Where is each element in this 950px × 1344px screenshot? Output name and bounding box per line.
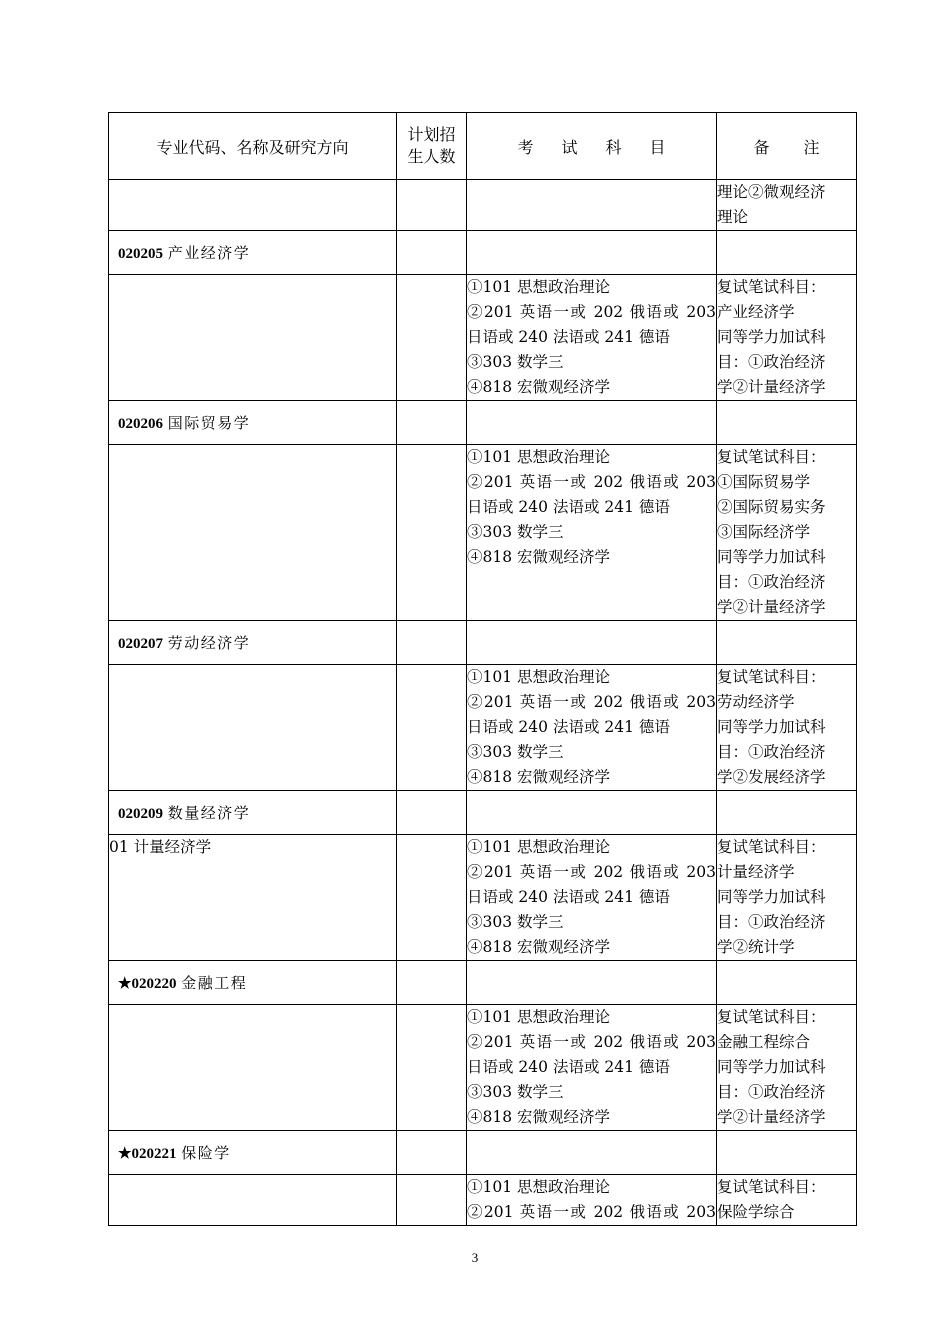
exam-line: 日语或 240 法语或 241 德语 — [467, 328, 670, 346]
quota-cell — [397, 1005, 467, 1131]
major-code: 020209 — [118, 806, 163, 822]
exam-line: ④818 宏微观经济学 — [467, 938, 611, 956]
exam-line: ②201 英语一或 202 俄语或 203 — [467, 1203, 716, 1221]
note-line: 复试笔试科目： — [717, 668, 826, 686]
exam-line: ④818 宏微观经济学 — [467, 548, 611, 566]
notes-cell — [717, 1005, 857, 1131]
note-line: 复试笔试科目： — [717, 1178, 826, 1196]
note-line: 同等学力加试科 — [717, 1058, 826, 1076]
major-code: 020206 — [118, 416, 163, 432]
note-line: 目：①政治经济 — [717, 913, 826, 931]
exam-line: ①101 思想政治理论 — [467, 1178, 611, 1196]
notes-cell — [717, 445, 857, 621]
continuation-row — [109, 180, 857, 231]
exam-line: ②201 英语一或 202 俄语或 203 — [467, 303, 716, 321]
note-line: 金融工程综合 — [717, 1033, 811, 1051]
page-number: 3 — [471, 1250, 479, 1265]
major-detail-row — [109, 835, 857, 961]
exam-line: ③303 数学三 — [467, 523, 564, 541]
note-line: 同等学力加试科 — [717, 888, 826, 906]
exam-line: ③303 数学三 — [467, 743, 564, 761]
exam-subjects — [467, 1175, 717, 1226]
note-line: 理论 — [717, 208, 749, 226]
major-detail-row — [109, 1175, 857, 1226]
exam-subjects — [467, 665, 717, 791]
note-line: ③国际经济学 — [717, 523, 811, 541]
exam-line: 日语或 240 法语或 241 德语 — [467, 1058, 670, 1076]
note-line: 学②统计学 — [717, 938, 795, 956]
major-code: 020207 — [118, 636, 163, 652]
major-detail-row — [109, 1005, 857, 1131]
note-line: 目：①政治经济 — [717, 1083, 826, 1101]
note-line: 学②计量经济学 — [717, 378, 826, 396]
major-code: 020205 — [118, 246, 163, 262]
note-line: 计量经济学 — [717, 863, 795, 881]
header-quota: 计划招 生人数 — [397, 113, 467, 180]
major-detail-row — [109, 275, 857, 401]
note-line: 学②计量经济学 — [717, 598, 826, 616]
note-line: 复试笔试科目： — [717, 838, 826, 856]
note-line: 同等学力加试科 — [717, 548, 826, 566]
quota-cell — [397, 835, 467, 961]
exam-line: ①101 思想政治理论 — [467, 668, 611, 686]
note-line: 目：①政治经济 — [717, 743, 826, 761]
note-line: ①国际贸易学 — [717, 473, 811, 491]
major-name-cell — [109, 1131, 397, 1175]
exam-line: ①101 思想政治理论 — [467, 1008, 611, 1026]
major-row — [109, 231, 857, 275]
note-line: 理论②微观经济 — [717, 183, 826, 201]
exam-line: ④818 宏微观经济学 — [467, 1108, 611, 1126]
exam-line: ②201 英语一或 202 俄语或 203 — [467, 693, 716, 711]
note-line: 复试笔试科目： — [717, 1008, 826, 1026]
major-row — [109, 621, 857, 665]
admissions-table — [108, 112, 857, 1226]
note-line: 同等学力加试科 — [717, 718, 826, 736]
research-direction: 01 计量经济学 — [109, 835, 397, 961]
note-line: 劳动经济学 — [717, 693, 795, 711]
major-detail-row — [109, 665, 857, 791]
major-code: ★020220 — [118, 976, 177, 992]
continuation-notes — [717, 180, 857, 231]
quota-cell — [397, 445, 467, 621]
research-direction — [109, 275, 397, 401]
notes-cell — [717, 275, 857, 401]
research-direction — [109, 445, 397, 621]
research-direction — [109, 665, 397, 791]
exam-line: ③303 数学三 — [467, 1083, 564, 1101]
quota-cell — [397, 665, 467, 791]
exam-subjects — [467, 1005, 717, 1131]
exam-line: 日语或 240 法语或 241 德语 — [467, 718, 670, 736]
exam-line: ④818 宏微观经济学 — [467, 768, 611, 786]
major-name: 产业经济学 — [167, 244, 251, 262]
notes-cell — [717, 835, 857, 961]
quota-cell — [397, 1175, 467, 1226]
major-detail-row — [109, 445, 857, 621]
note-line: 复试笔试科目： — [717, 448, 826, 466]
major-name-cell — [109, 961, 397, 1005]
note-line: 学②发展经济学 — [717, 768, 826, 786]
major-name: 劳动经济学 — [167, 634, 251, 652]
exam-subjects — [467, 445, 717, 621]
research-direction — [109, 1005, 397, 1131]
note-line: 目：①政治经济 — [717, 353, 826, 371]
exam-subjects — [467, 835, 717, 961]
note-line: 复试笔试科目： — [717, 278, 826, 296]
major-row — [109, 961, 857, 1005]
exam-line: ③303 数学三 — [467, 353, 564, 371]
note-line: 产业经济学 — [717, 303, 795, 321]
exam-line: ②201 英语一或 202 俄语或 203 — [467, 863, 716, 881]
exam-line: 日语或 240 法语或 241 德语 — [467, 888, 670, 906]
exam-line: ①101 思想政治理论 — [467, 448, 611, 466]
note-line: 学②计量经济学 — [717, 1108, 826, 1126]
exam-line: ②201 英语一或 202 俄语或 203 — [467, 1033, 716, 1051]
major-row — [109, 1131, 857, 1175]
major-name: 国际贸易学 — [167, 414, 251, 432]
note-line: 保险学综合 — [717, 1203, 795, 1221]
major-name-cell — [109, 231, 397, 275]
major-row — [109, 791, 857, 835]
exam-line: ①101 思想政治理论 — [467, 278, 611, 296]
major-name-cell — [109, 401, 397, 445]
major-code: ★020221 — [118, 1146, 177, 1162]
header-major: 专业代码、名称及研究方向 — [109, 113, 397, 180]
quota-cell — [397, 275, 467, 401]
major-name: 数量经济学 — [167, 804, 251, 822]
notes-cell — [717, 665, 857, 791]
exam-line: ①101 思想政治理论 — [467, 838, 611, 856]
note-line: 同等学力加试科 — [717, 328, 826, 346]
exam-line: ③303 数学三 — [467, 913, 564, 931]
research-direction — [109, 1175, 397, 1226]
exam-line: ④818 宏微观经济学 — [467, 378, 611, 396]
major-name-cell — [109, 621, 397, 665]
exam-line: ②201 英语一或 202 俄语或 203 — [467, 473, 716, 491]
note-line: ②国际贸易实务 — [717, 498, 826, 516]
table-header-row — [109, 113, 857, 180]
major-name: 保险学 — [181, 1144, 231, 1162]
header-exams: 考试科目 — [467, 113, 717, 180]
note-line: 目：①政治经济 — [717, 573, 826, 591]
header-notes: 备注 — [717, 113, 857, 180]
major-row — [109, 401, 857, 445]
major-name-cell — [109, 791, 397, 835]
major-name: 金融工程 — [181, 974, 248, 992]
exam-line: 日语或 240 法语或 241 德语 — [467, 498, 670, 516]
notes-cell — [717, 1175, 857, 1226]
exam-subjects — [467, 275, 717, 401]
